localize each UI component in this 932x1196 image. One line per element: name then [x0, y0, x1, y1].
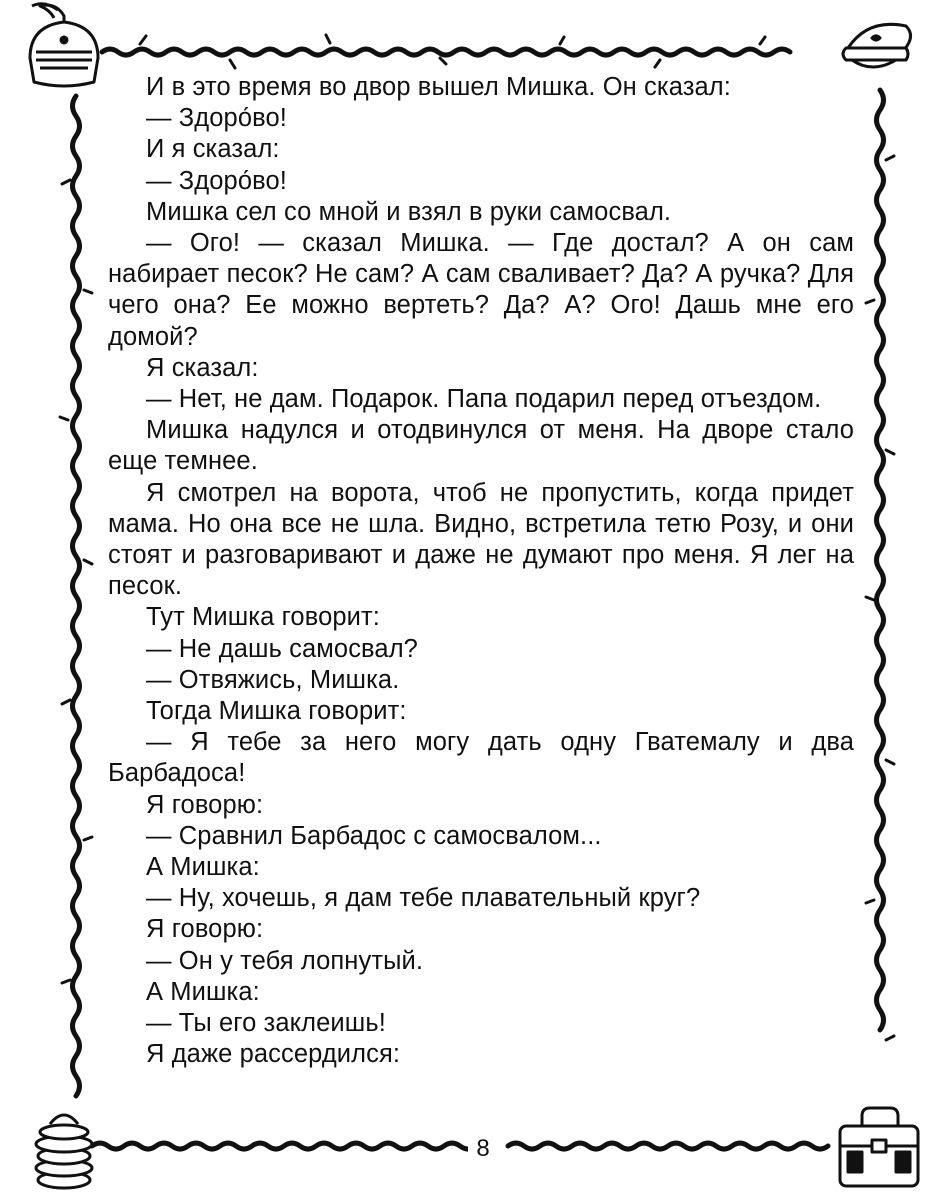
story-paragraph: — Я тебе за него могу дать одну Гватемалу и два Барбадоса! — [108, 728, 854, 788]
story-paragraph: Я говорю: — [146, 790, 264, 819]
story-paragraph: А Мишка: — [146, 853, 260, 882]
story-paragraph: Мишка сел со мной и взял в руки самосвал. — [146, 197, 672, 226]
right-border-line — [877, 90, 884, 1030]
story-paragraph: — Ого! — сказал Мишка. — Где достал? А он сам набирает песок? Не сам? А сам сваливает? Да? А ручка? Для чего она? Ее можно вертеть? Да? А? Ого! Дашь мне его домой? — [108, 229, 854, 351]
bottom-border-left — [92, 1143, 476, 1149]
bottom-border-right — [508, 1143, 828, 1149]
story-paragraph: — Отвяжись, Мишка. — [146, 665, 400, 694]
story-text — [108, 72, 854, 1071]
story-paragraph: Я смотрел на ворота, чтоб не пропустить, когда придет мама. Но она все не шла. Видно, встретила тетю Розу, и они стоят и разговаривают и даже не думают про меня. Я лег на песок. — [108, 478, 854, 601]
top-border-line — [102, 49, 790, 55]
story-paragraph: — Не дашь самосвал? — [146, 634, 418, 663]
story-paragraph: И в это время во двор вышел Мишка. Он сказал: — [146, 73, 731, 101]
school-satchel-icon — [840, 1108, 918, 1186]
story-paragraph: Я даже рассердился: — [146, 1040, 401, 1069]
story-paragraph: — Здоро́во! — [146, 104, 287, 133]
dish-stack-icon — [36, 1115, 92, 1188]
story-paragraph: Я сказал: — [146, 353, 259, 382]
story-paragraph: — Нет, не дам. Подарок. Папа подарил перед отъездом. — [146, 385, 822, 414]
story-paragraph: — Ты его заклеишь! — [146, 1009, 386, 1038]
story-paragraph: — Ну, хочешь, я дам тебе плавательный круг? — [146, 884, 701, 913]
story-paragraph: Тут Мишка говорит: — [146, 603, 380, 632]
story-paragraph: Мишка надулся и отодвинулся от меня. На дворе стало еще темнее. — [108, 416, 854, 476]
left-border-line — [73, 96, 80, 1096]
story-paragraph: А Мишка: — [146, 977, 260, 1006]
story-paragraph: Я говорю: — [146, 915, 264, 944]
page-number: 8 — [468, 1134, 498, 1164]
story-paragraph: — Он у тебя лопнутый. — [146, 946, 424, 975]
story-paragraph: Тогда Мишка говорит: — [146, 697, 407, 726]
knight-helmet-icon — [30, 4, 98, 86]
story-paragraph: — Здоро́во! — [146, 166, 287, 195]
story-paragraph: И я сказал: — [146, 135, 280, 164]
captain-cap-icon — [843, 24, 911, 67]
story-paragraph: — Сравнил Барбадос с самосвалом... — [146, 821, 602, 850]
